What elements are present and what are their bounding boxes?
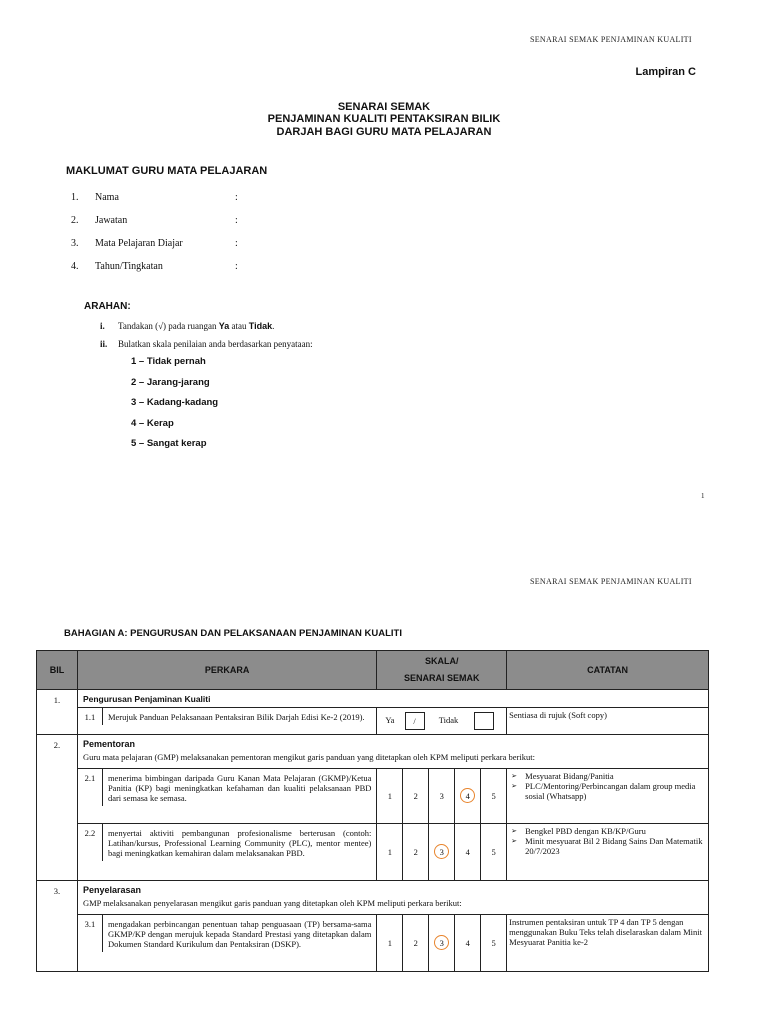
scale-cell xyxy=(377,824,507,881)
scale-value: 1 xyxy=(387,938,392,948)
scale-value: 2 xyxy=(413,938,418,948)
scale-value: 3 xyxy=(439,847,444,857)
info-field-jawatan xyxy=(71,215,238,226)
item-perkara-cell xyxy=(77,708,376,735)
header-skala-line1: SKALA/ xyxy=(425,656,459,666)
catatan-bullet: ➢ Minit mesyuarat Bil 2 Bidang Sains Dan Matematik 20/7/2023 xyxy=(521,836,706,856)
catatan-list xyxy=(509,826,706,856)
scale-item-2: 2 – Jarang-jarang xyxy=(131,377,210,388)
instruction-text-mid: atau xyxy=(229,321,249,331)
item-text: mengadakan perbincangan penentuan tahap penguasaan (TP) bersama-sama GKMP/KP dengan merujuk kepada Standard Prestasi yang ditetapkan dalam Dokumen Standard Kurikulum dan Pentaksiran (DSKP). xyxy=(107,919,372,949)
info-field-label: Jawatan xyxy=(95,215,128,226)
item-row xyxy=(37,708,709,735)
scale-value: 5 xyxy=(491,938,496,948)
catatan-list xyxy=(509,771,706,801)
teacher-info-heading: MAKLUMAT GURU MATA PELAJARAN xyxy=(66,165,268,177)
scale-value: 4 xyxy=(465,791,470,801)
selected-circle-mark xyxy=(434,935,449,950)
instruction-tidak: Tidak xyxy=(248,321,273,331)
lampiran-label: Lampiran C xyxy=(635,66,696,78)
scale-option-2[interactable] xyxy=(403,915,429,971)
info-field-tahun-tingkatan xyxy=(71,261,238,272)
scale-option-2[interactable] xyxy=(403,769,429,823)
item-text: menyertai aktiviti pembangunan profesionalisme berterusan (contoh: Latihan/kursus, Professional Learning Community (PLC), mentor mentee) bagi meningkatkan kemahiran dalam melaksanakan PBD. xyxy=(107,828,372,858)
selected-circle-mark xyxy=(460,788,475,803)
instruction-number: ii. xyxy=(100,339,108,349)
section-name: Penyelarasan xyxy=(82,885,141,895)
section-number: 2. xyxy=(37,735,78,881)
info-field-colon: : xyxy=(235,238,238,249)
item-number: 2.1 xyxy=(78,769,103,806)
scale-option-4[interactable] xyxy=(455,824,481,880)
document-title-line-3: DARJAH BAGI GURU MATA PELAJARAN xyxy=(276,126,492,138)
instruction-text: Bulatkan skala penilaian anda berdasarkan penyataan: xyxy=(118,339,313,349)
section-row xyxy=(37,881,709,915)
table-header-row xyxy=(37,651,709,690)
item-row xyxy=(37,915,709,972)
item-row xyxy=(37,769,709,824)
info-field-label: Mata Pelajaran Diajar xyxy=(95,238,183,249)
info-field-number: 1. xyxy=(71,192,79,203)
section-name: Pementoran xyxy=(82,739,135,749)
section-row xyxy=(37,735,709,769)
section-name: Pengurusan Penjaminan Kualiti xyxy=(77,690,708,708)
ya-tidak-cell xyxy=(377,708,507,735)
catatan-bullet: ➢ Mesyuarat Bidang/Panitia xyxy=(521,771,706,781)
info-field-nama xyxy=(71,192,238,203)
info-field-number: 3. xyxy=(71,238,79,249)
catatan-cell xyxy=(507,915,709,972)
section-row xyxy=(37,690,709,708)
catatan-bullet: ➢ Bengkel PBD dengan KB/KP/Guru xyxy=(521,826,706,836)
scale-value: 2 xyxy=(413,847,418,857)
scale-option-4[interactable] xyxy=(455,915,481,971)
section-header-cell xyxy=(77,881,708,915)
scale-item-1: 1 – Tidak pernah xyxy=(131,356,206,367)
header-bil: BIL xyxy=(37,651,78,690)
section-header-cell xyxy=(77,735,708,769)
section-description: Guru mata pelajaran (GMP) melaksanakan pementoran mengikut garis panduan yang ditetapkan oleh KPM meliputi perkara berikut: xyxy=(82,752,535,762)
info-field-number: 4. xyxy=(71,261,79,272)
scale-value: 5 xyxy=(491,791,496,801)
scale-option-3[interactable] xyxy=(429,769,455,823)
catatan-text: Instrumen pentaksiran untuk TP 4 dan TP 5 dengan menggunakan Buku Teks telah diselaraskan dalam Minit Mesyuarat Panitia ke-2 xyxy=(509,917,702,947)
ya-label: Ya xyxy=(385,714,395,725)
scale-item-4: 4 – Kerap xyxy=(131,418,174,429)
instruction-i xyxy=(100,321,274,331)
item-row xyxy=(37,824,709,881)
item-perkara-cell xyxy=(77,915,376,972)
scale-value: 1 xyxy=(387,847,392,857)
document-title-line-1: SENARAI SEMAK xyxy=(337,101,431,113)
catatan-text: Sentiasa di rujuk (Soft copy) xyxy=(509,710,607,720)
scale-option-3[interactable] xyxy=(429,915,455,971)
catatan-cell xyxy=(507,769,709,824)
info-field-colon: : xyxy=(235,261,238,272)
header-perkara: PERKARA xyxy=(77,651,376,690)
info-field-label: Nama xyxy=(95,192,119,203)
instruction-text: Tandakan (√) pada ruangan xyxy=(118,321,219,331)
scale-option-1[interactable] xyxy=(377,824,402,880)
section-number: 3. xyxy=(37,881,78,972)
item-perkara-cell xyxy=(77,769,376,824)
scale-value: 4 xyxy=(465,938,470,948)
checklist-table xyxy=(36,650,709,972)
scale-item-5: 5 – Sangat kerap xyxy=(131,438,207,449)
info-field-number: 2. xyxy=(71,215,79,226)
section-description: GMP melaksanakan penyelarasan mengikut garis panduan yang ditetapkan oleh KPM meliputi perkara berikut: xyxy=(82,898,462,908)
scale-option-5[interactable] xyxy=(481,769,506,823)
scale-option-2[interactable] xyxy=(403,824,429,880)
arahan-heading: ARAHAN: xyxy=(84,301,131,312)
instruction-ii xyxy=(100,339,313,349)
info-field-colon: : xyxy=(235,192,238,203)
scale-value: 3 xyxy=(439,938,444,948)
section-number: 1. xyxy=(37,690,78,735)
info-field-colon: : xyxy=(235,215,238,226)
scale-cell xyxy=(377,915,507,972)
scale-option-5[interactable] xyxy=(481,915,506,971)
scale-cell xyxy=(377,769,507,824)
item-perkara-cell xyxy=(77,824,376,881)
scale-value: 3 xyxy=(439,791,444,801)
instruction-text-end: . xyxy=(272,321,275,331)
selected-circle-mark xyxy=(434,844,449,859)
scale-value: 5 xyxy=(491,847,496,857)
catatan-bullet: ➢ PLC/Mentoring/Perbincangan dalam group media sosial (Whatsapp) xyxy=(521,781,706,801)
item-number: 3.1 xyxy=(78,915,103,952)
header-skala-line2: SENARAI SEMAK xyxy=(404,673,480,683)
header-catatan: CATATAN xyxy=(507,651,709,690)
instruction-ya: Ya xyxy=(218,321,230,331)
catatan-cell xyxy=(507,824,709,881)
item-number: 1.1 xyxy=(78,708,103,725)
running-header-clipped: SENARAI SEMAK PENJAMINAN KUALITI xyxy=(530,35,692,44)
scale-option-1[interactable] xyxy=(377,915,402,971)
item-text: menerima bimbingan daripada Guru Kanan Mata Pelajaran (GKMP)/Ketua Panitia (KP) bagi meningkatkan kefahaman dan kualiti pelaksanaan PBD dari semasa ke semasa. xyxy=(107,773,372,803)
item-number: 2.2 xyxy=(78,824,103,861)
tidak-label: Tidak xyxy=(438,714,459,725)
scale-item-3: 3 – Kadang-kadang xyxy=(131,397,219,408)
running-header-clipped: SENARAI SEMAK PENJAMINAN KUALITI xyxy=(530,577,692,586)
header-skala xyxy=(377,651,507,690)
tidak-checkbox[interactable] xyxy=(474,712,494,730)
instruction-number: i. xyxy=(100,321,105,331)
info-field-mata-pelajaran xyxy=(71,238,238,249)
info-field-label: Tahun/Tingkatan xyxy=(95,261,163,272)
item-text: Merujuk Panduan Pelaksanaan Pentaksiran Bilik Darjah Edisi Ke-2 (2019). xyxy=(107,712,365,722)
scale-value: 2 xyxy=(413,791,418,801)
catatan-cell xyxy=(507,708,709,735)
scale-option-4[interactable] xyxy=(455,769,481,823)
scale-option-5[interactable] xyxy=(481,824,506,880)
ya-checkbox[interactable]: / xyxy=(405,712,425,730)
page-number: 1 xyxy=(701,492,705,500)
scale-option-1[interactable] xyxy=(377,769,402,823)
document-title-line-2: PENJAMINAN KUALITI PENTAKSIRAN BILIK xyxy=(267,113,501,125)
scale-option-3[interactable] xyxy=(429,824,455,880)
scale-value: 4 xyxy=(465,847,470,857)
scale-value: 1 xyxy=(387,791,392,801)
bahagian-a-title: BAHAGIAN A: PENGURUSAN DAN PELAKSANAAN PENJAMINAN KUALITI xyxy=(64,628,402,639)
